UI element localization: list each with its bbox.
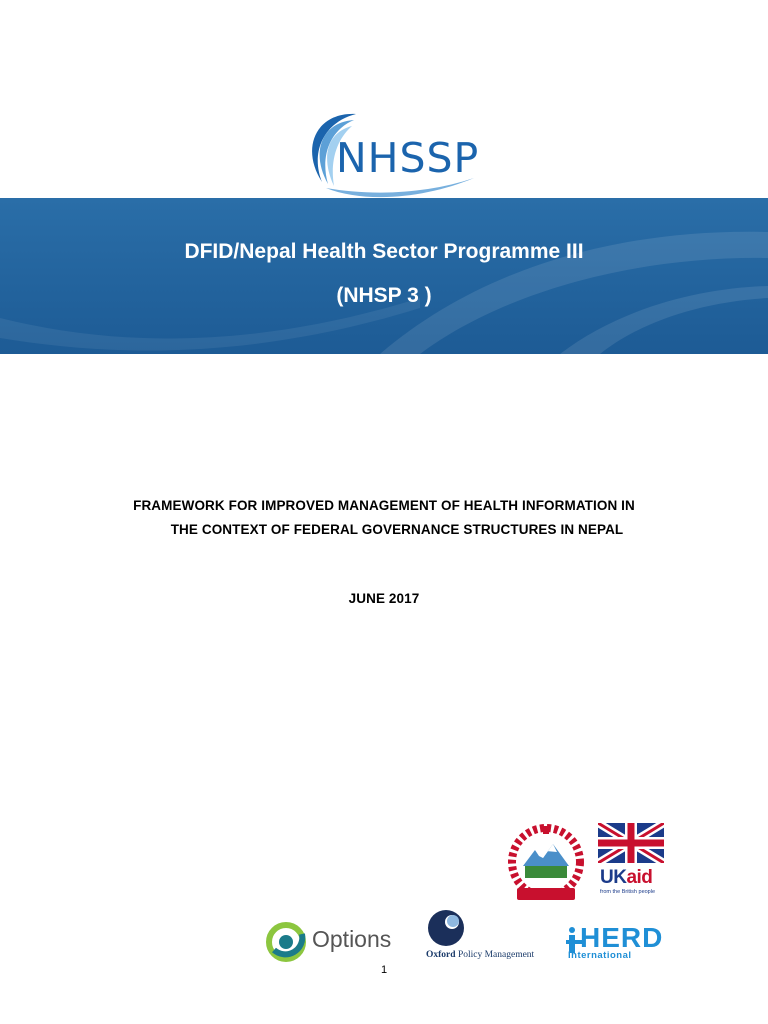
ukaid-wordmark: [600, 867, 652, 889]
programme-acronym: (NHSP 3 ): [336, 284, 432, 307]
oxford-policy-management-logo: [424, 908, 550, 964]
herd-wordmark: HERD: [580, 922, 664, 953]
opm-rest: Policy Management: [455, 950, 535, 960]
programme-title: DFID/Nepal Health Sector Programme III: [184, 240, 584, 263]
union-jack-flag-icon: [598, 823, 664, 863]
ukaid-logo: [598, 823, 668, 898]
ukaid-tagline: from the British people: [600, 889, 656, 895]
banner-swoosh-decoration: [0, 198, 768, 354]
options-logo: [264, 920, 404, 964]
nepal-government-emblem: [503, 822, 589, 904]
title-banner: [0, 198, 768, 354]
opm-circle-icon: [426, 908, 466, 948]
herd-international-logo: [566, 924, 678, 964]
document-title-line-2: THE CONTEXT OF FEDERAL GOVERNANCE STRUCTURES IN NEPAL: [170, 522, 624, 537]
nhssp-logo: [296, 108, 486, 198]
ukaid-aid: aid: [626, 867, 653, 888]
ukaid-uk: UK: [600, 867, 627, 888]
opm-oxford: Oxford: [426, 950, 456, 960]
document-date: JUNE 2017: [348, 591, 420, 606]
options-wordmark: Options: [312, 926, 392, 952]
page-number: 1: [380, 964, 388, 976]
opm-wordmark: [426, 950, 534, 960]
herd-subtitle: International: [568, 950, 632, 961]
document-title-line-1: FRAMEWORK FOR IMPROVED MANAGEMENT OF HEALTH INFORMATION IN: [133, 498, 635, 513]
options-ring-icon: [264, 920, 308, 964]
logo-wordmark: NHSSP: [336, 134, 480, 182]
nepal-emblem-icon: [503, 822, 589, 904]
